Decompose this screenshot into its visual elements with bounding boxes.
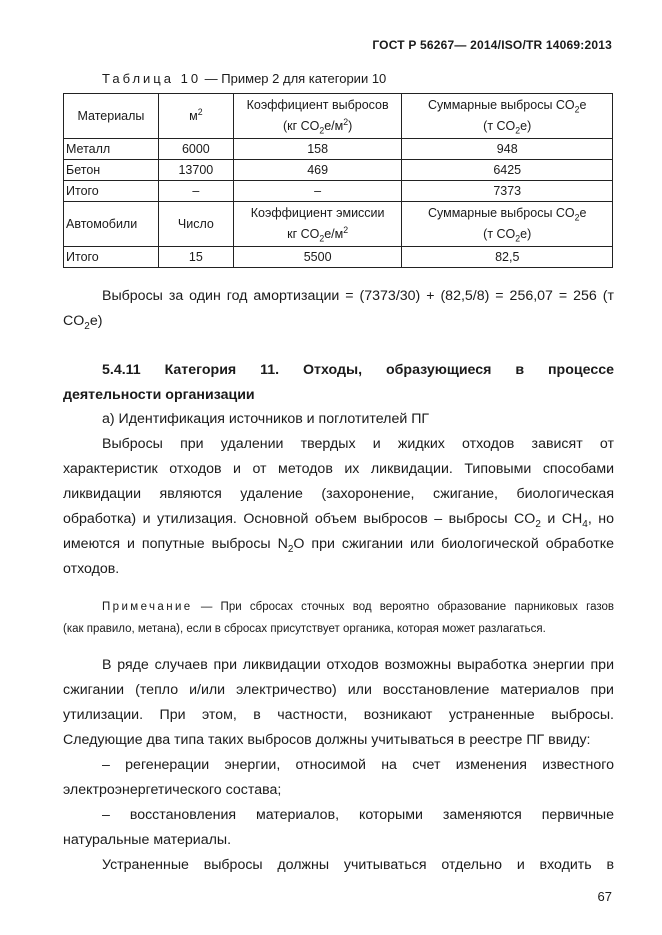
table-cell: 5500 bbox=[233, 247, 402, 268]
formula-line2 bbox=[63, 309, 614, 334]
text-part: е) bbox=[89, 313, 103, 329]
table-cell: Итого bbox=[64, 181, 159, 202]
bullet-line: натуральные материалы. bbox=[63, 832, 232, 848]
table-header-row bbox=[64, 94, 613, 139]
table-row bbox=[64, 139, 613, 160]
table-cell: 6000 bbox=[158, 139, 233, 160]
bullet-line: – регенерации энергии, относимой на счет изменения известного bbox=[102, 757, 614, 773]
header-emission-line2 bbox=[287, 224, 349, 244]
header-cell-materials: Материалы bbox=[64, 94, 159, 139]
table-caption-dash: — bbox=[204, 71, 218, 86]
para-line: Устраненные выбросы должны учитываться отдельно и входить в bbox=[102, 857, 614, 873]
subscript: 2 bbox=[319, 125, 325, 136]
table-caption-label: Таблица 10 bbox=[102, 71, 202, 86]
text-part: Суммарные выбросы CO bbox=[427, 98, 575, 112]
bullet-line: – восстановления материалов, которыми заменяются первичные bbox=[102, 807, 614, 823]
text-part: (кг CO bbox=[282, 119, 320, 133]
header-cell-factor bbox=[233, 94, 402, 139]
section-heading-line1: 5.4.11 Категория 11. Отходы, образующиеся в процессе bbox=[102, 362, 614, 378]
table-caption-title: Пример 2 для категории 10 bbox=[221, 71, 387, 86]
subscript: 2 bbox=[319, 233, 325, 244]
para-line bbox=[63, 507, 614, 532]
para-line: характеристик отходов и от методов их ликвидации. Типовыми способами bbox=[63, 461, 614, 477]
bullet-energy bbox=[63, 753, 614, 803]
text-part: е bbox=[579, 98, 587, 112]
paragraph-avoided bbox=[63, 853, 614, 878]
text-part: , но bbox=[587, 511, 614, 527]
table-cell: Итого bbox=[64, 247, 159, 268]
page-number: 67 bbox=[597, 889, 612, 904]
para-line: утилизации. При этом, в частности, возникают устраненные выбросы. bbox=[63, 707, 614, 723]
paragraph-waste-emissions bbox=[63, 432, 614, 582]
section-heading-line2: деятельности организации bbox=[63, 387, 255, 403]
header-cell-emission-factor bbox=[233, 202, 402, 247]
text-part: CO bbox=[63, 313, 85, 329]
note-label: Примечание bbox=[102, 601, 193, 613]
para-line: отходов. bbox=[63, 561, 120, 577]
text-part: и CH bbox=[540, 511, 583, 527]
table-cell: 6425 bbox=[402, 160, 613, 181]
para-line: Выбросы при удалении твердых и жидких отходов зависят от bbox=[102, 436, 614, 452]
text-part: имеются и попутные выбросы N bbox=[63, 536, 288, 552]
header-area-sup: 2 bbox=[197, 106, 203, 117]
text-part: (т CO bbox=[483, 227, 516, 241]
subscript: 2 bbox=[574, 212, 580, 223]
note-line1 bbox=[63, 596, 614, 618]
superscript: 2 bbox=[343, 116, 349, 127]
item-a bbox=[63, 407, 614, 432]
table-cell: – bbox=[158, 181, 233, 202]
table-cell: – bbox=[233, 181, 402, 202]
text-part: Суммарные выбросы CO bbox=[427, 206, 575, 220]
section-heading bbox=[63, 358, 614, 408]
header-cell-count: Число bbox=[158, 202, 233, 247]
subscript: 4 bbox=[582, 518, 588, 530]
note bbox=[63, 596, 614, 640]
note-dash: — bbox=[200, 601, 213, 613]
subscript: 2 bbox=[84, 320, 90, 332]
text-part: е/м bbox=[324, 119, 344, 133]
table-row bbox=[64, 247, 613, 268]
table-cell: Металл bbox=[64, 139, 159, 160]
text-part: O при сжигании или биологической обработке bbox=[293, 536, 614, 552]
table-cell: Бетон bbox=[64, 160, 159, 181]
subscript: 2 bbox=[535, 518, 541, 530]
note-text: При сбросах сточных вод вероятно образование парниковых газов bbox=[220, 601, 614, 613]
table-cell: 82,5 bbox=[402, 247, 613, 268]
formula-line1: Выбросы за один год амортизации = (7373/30) + (82,5/8) = 256,07 = 256 (т bbox=[102, 288, 614, 304]
header-total2-line1 bbox=[427, 206, 587, 223]
header-factor-line1: Коэффициент выбросов bbox=[246, 98, 389, 112]
table-cell: 13700 bbox=[158, 160, 233, 181]
table-cell: 948 bbox=[402, 139, 613, 160]
table-caption bbox=[102, 71, 386, 86]
header-cell-total-2 bbox=[402, 202, 613, 247]
para-line: сжигании (тепло и/или электричество) или восстановление материалов при bbox=[63, 682, 614, 698]
formula-paragraph bbox=[63, 284, 614, 334]
table-cell: 158 bbox=[233, 139, 402, 160]
header-emission-line1: Коэффициент эмиссии bbox=[250, 206, 385, 220]
header-total-line2 bbox=[483, 119, 532, 136]
table-row bbox=[64, 181, 613, 202]
para-line bbox=[63, 532, 614, 557]
header-cell-area bbox=[158, 94, 233, 139]
para-line: Следующие два типа таких выбросов должны учитываться в реестре ПГ ввиду: bbox=[63, 732, 591, 748]
subscript: 2 bbox=[287, 543, 294, 555]
emissions-table bbox=[63, 93, 613, 268]
table-cell: 469 bbox=[233, 160, 402, 181]
paragraph-energy-recovery bbox=[63, 653, 614, 753]
text-part: кг CO bbox=[287, 227, 320, 241]
text-part: е) bbox=[520, 227, 532, 241]
text-part: е/м bbox=[324, 227, 344, 241]
table-cell: 15 bbox=[158, 247, 233, 268]
item-a-text: а) Идентификация источников и поглотителей ПГ bbox=[102, 411, 430, 427]
header-cell-total bbox=[402, 94, 613, 139]
table-row bbox=[64, 160, 613, 181]
document-header: ГОСТ Р 56267— 2014/ISO/TR 14069:2013 bbox=[372, 38, 612, 52]
table-cell: 7373 bbox=[402, 181, 613, 202]
header-cell-cars: Автомобили bbox=[64, 202, 159, 247]
text-part: е bbox=[579, 206, 587, 220]
header-area-unit: м bbox=[189, 108, 198, 123]
bullet-line: электроэнергетического состава; bbox=[63, 782, 282, 798]
text-part: е) bbox=[520, 119, 532, 133]
subscript: 2 bbox=[515, 233, 521, 244]
text-part: ) bbox=[348, 119, 353, 133]
text-part: обработка) и утилизация. Основной объем выбросов – выбросы CO bbox=[63, 511, 536, 527]
subscript: 2 bbox=[515, 125, 521, 136]
para-line: ликвидации являются удаление (захоронение, сжигание, биологическая bbox=[63, 486, 614, 502]
header-total2-line2 bbox=[483, 227, 532, 244]
subscript: 2 bbox=[574, 104, 580, 115]
text-part: (т CO bbox=[483, 119, 516, 133]
header-total-line1 bbox=[427, 98, 587, 115]
header-factor-line2 bbox=[282, 116, 353, 136]
superscript: 2 bbox=[343, 224, 349, 235]
bullet-materials bbox=[63, 803, 614, 853]
para-line: В ряде случаев при ликвидации отходов возможны выработка энергии при bbox=[102, 657, 614, 673]
note-line2: (как правило, метана), если в сбросах присутствует органика, которая может разлагаться. bbox=[63, 623, 546, 635]
table-subheader-row bbox=[64, 202, 613, 247]
